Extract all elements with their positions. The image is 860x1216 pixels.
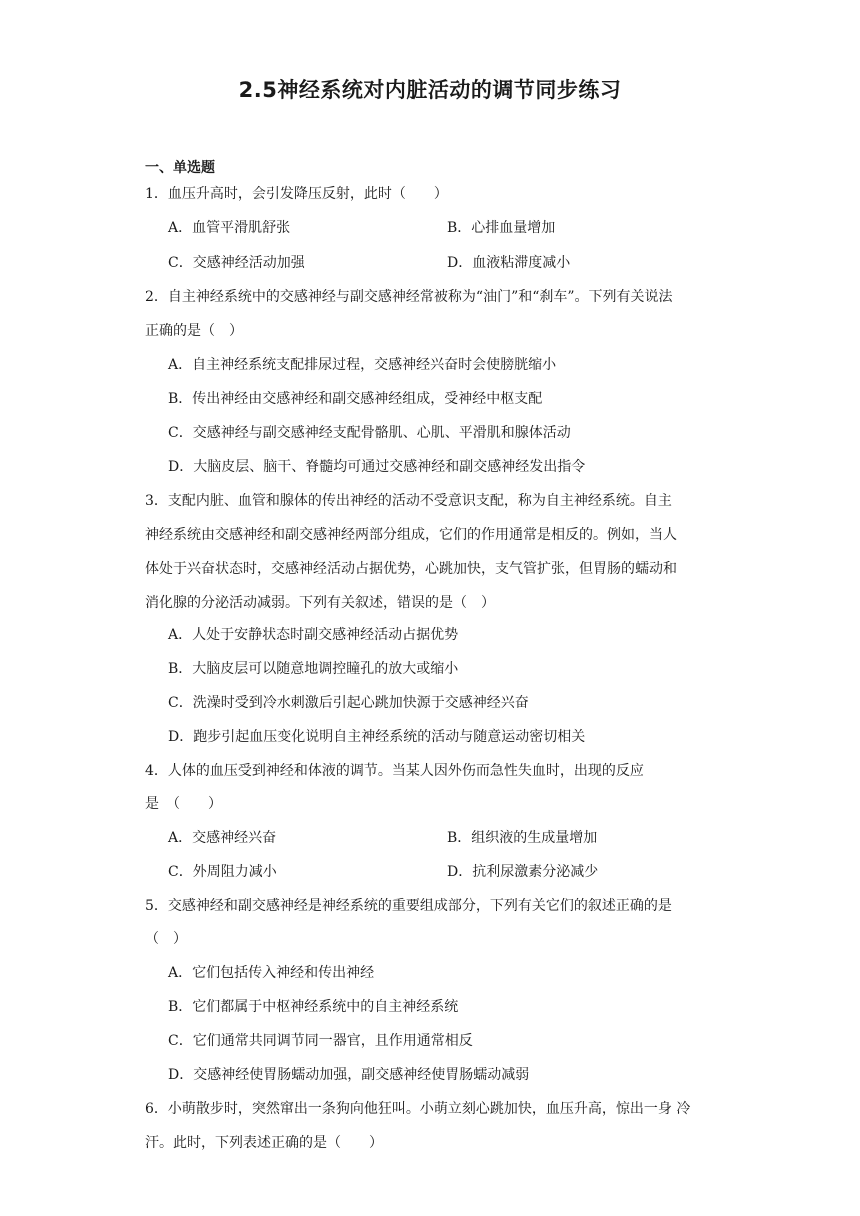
question-1-option-d: D．血液粘滞度减小 (447, 255, 571, 271)
question-5-option-d: D．交感神经使胃肠蠕动加强，副交感神经使胃肠蠕动减弱 (168, 1067, 530, 1083)
question-5-option-c: C．它们通常共同调节同一器官，且作用通常相反 (168, 1033, 473, 1049)
section-heading: 一、单选题 (145, 160, 215, 176)
question-3-stem-line-1: 3．支配内脏、血管和腺体的传出神经的活动不受意识支配，称为自主神经系统。自主 (145, 493, 672, 509)
question-5-option-b: B．它们都属于中枢神经系统中的自主神经系统 (168, 999, 459, 1015)
question-5-option-a: A．它们包括传入神经和传出神经 (168, 965, 375, 981)
question-1-stem: 1．血压升高时，会引发降压反射，此时（ ） (145, 186, 448, 202)
question-3-stem-line-2: 神经系统由交感神经和副交感神经两部分组成，它们的作用通常是相反的。例如，当人 (145, 527, 677, 543)
question-2-option-b: B．传出神经由交感神经和副交感神经组成，受神经中枢支配 (168, 391, 543, 407)
question-4-option-c: C．外周阻力减小 (168, 864, 277, 880)
page-title: 2.5神经系统对内脏活动的调节同步练习 (238, 78, 622, 102)
question-3-option-d: D．跑步引起血压变化说明自主神经系统的活动与随意运动密切相关 (168, 729, 586, 745)
question-3-stem-line-3: 体处于兴奋状态时，交感神经活动占据优势，心跳加快，支气管扩张，但胃肠的蠕动和 (145, 561, 677, 577)
question-1-option-b: B．心排血量增加 (447, 220, 556, 236)
question-6-stem-line-1: 6．小萌散步时，突然窜出一条狗向他狂叫。小萌立刻心跳加快，血压升高，惊出一身 冷 (145, 1101, 691, 1117)
question-2-option-c: C．交感神经与副交感神经支配骨骼肌、心肌、平滑肌和腺体活动 (168, 425, 571, 441)
question-3-option-a: A．人处于安静状态时副交感神经活动占据优势 (168, 627, 459, 643)
question-2-option-d: D．大脑皮层、脑干、脊髓均可通过交感神经和副交感神经发出指令 (168, 459, 586, 475)
question-3-option-c: C．洗澡时受到冷水刺激后引起心跳加快源于交感神经兴奋 (168, 695, 529, 711)
question-5-stem-line-2: （ ） (145, 931, 187, 947)
question-6-stem-line-2: 汗。此时，下列表述正确的是（ ） (145, 1135, 383, 1151)
question-2-option-a: A．自主神经系统支配排尿过程，交感神经兴奋时会使膀胱缩小 (168, 357, 557, 373)
question-4-option-b: B．组织液的生成量增加 (447, 830, 598, 846)
question-4-stem-line-2: 是 （ ） (145, 796, 222, 812)
question-2-stem-line-2: 正确的是（ ） (145, 323, 243, 339)
question-5-stem-line-1: 5．交感神经和副交感神经是神经系统的重要组成部分，下列有关它们的叙述正确的是 (145, 898, 672, 914)
question-3-option-b: B．大脑皮层可以随意地调控瞳孔的放大或缩小 (168, 661, 459, 677)
question-1-option-c: C．交感神经活动加强 (168, 255, 305, 271)
question-2-stem-line-1: 2．自主神经系统中的交感神经与副交感神经常被称为“油门”和“刹车”。下列有关说法 (145, 289, 673, 305)
question-4-stem-line-1: 4．人体的血压受到神经和体液的调节。当某人因外伤而急性失血时，出现的反应 (145, 763, 644, 779)
question-4-option-d: D．抗利尿激素分泌减少 (447, 864, 599, 880)
question-4-option-a: A．交感神经兴奋 (168, 830, 277, 846)
question-3-stem-line-4: 消化腺的分泌活动减弱。下列有关叙述，错误的是（ ） (145, 595, 495, 611)
question-1-option-a: A．血管平滑肌舒张 (168, 220, 291, 236)
